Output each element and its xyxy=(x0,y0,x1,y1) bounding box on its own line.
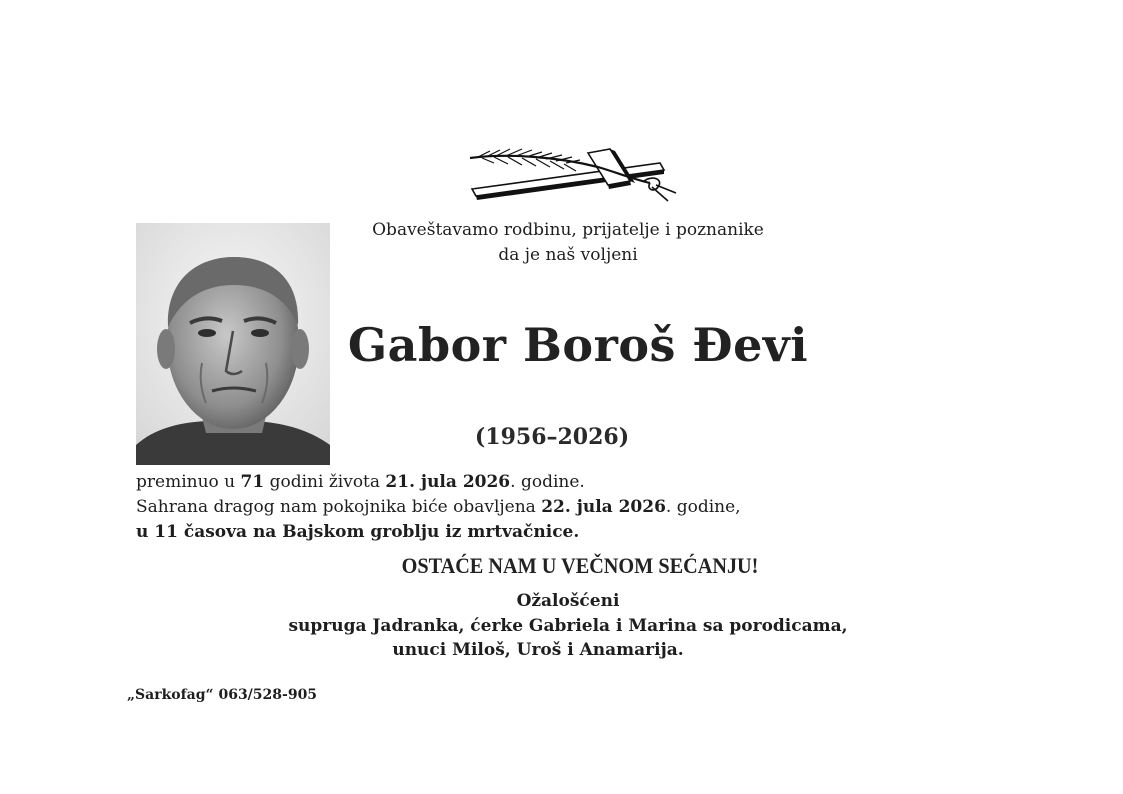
memorial-motto: OSTAĆE NAM U VEČNOM SEĆANJU! xyxy=(401,553,759,578)
funeral-date: 22. jula 2026 xyxy=(541,497,666,517)
intro-line-2: da je naš voljeni xyxy=(498,245,638,265)
text: . godine, xyxy=(665,497,741,517)
funeral-home-contact: „Sarkofag“ 063/528-905 xyxy=(127,687,318,703)
portrait-photo xyxy=(136,223,330,465)
mourners-title: Ožalošćeni xyxy=(516,591,620,611)
intro-line-1: Obaveštavamo rodbinu, prijatelje i poznanike xyxy=(372,220,764,240)
text: godini života xyxy=(264,472,386,492)
mourners-line-2: unuci Miloš, Uroš i Anamarija. xyxy=(392,640,684,660)
death-date: 21. jula 2026 xyxy=(385,472,511,492)
funeral-details-line xyxy=(136,495,741,519)
text: Sahrana dragog nam pokojnika biće obavljena xyxy=(136,497,542,517)
death-details-line xyxy=(136,470,585,494)
cross-with-palm-icon xyxy=(468,143,680,205)
funeral-place-line: u 11 časova na Bajskom groblju iz mrtvačnice. xyxy=(136,522,580,542)
life-years: (1956–2026) xyxy=(474,424,630,450)
deceased-name: Gabor Boroš Đevi xyxy=(347,318,809,372)
text: preminuo u xyxy=(136,472,241,492)
text: . godine. xyxy=(510,472,585,492)
mourners-line-1: supruga Jadranka, ćerke Gabriela i Marina sa porodicama, xyxy=(288,616,848,636)
age: 71 xyxy=(240,472,265,492)
